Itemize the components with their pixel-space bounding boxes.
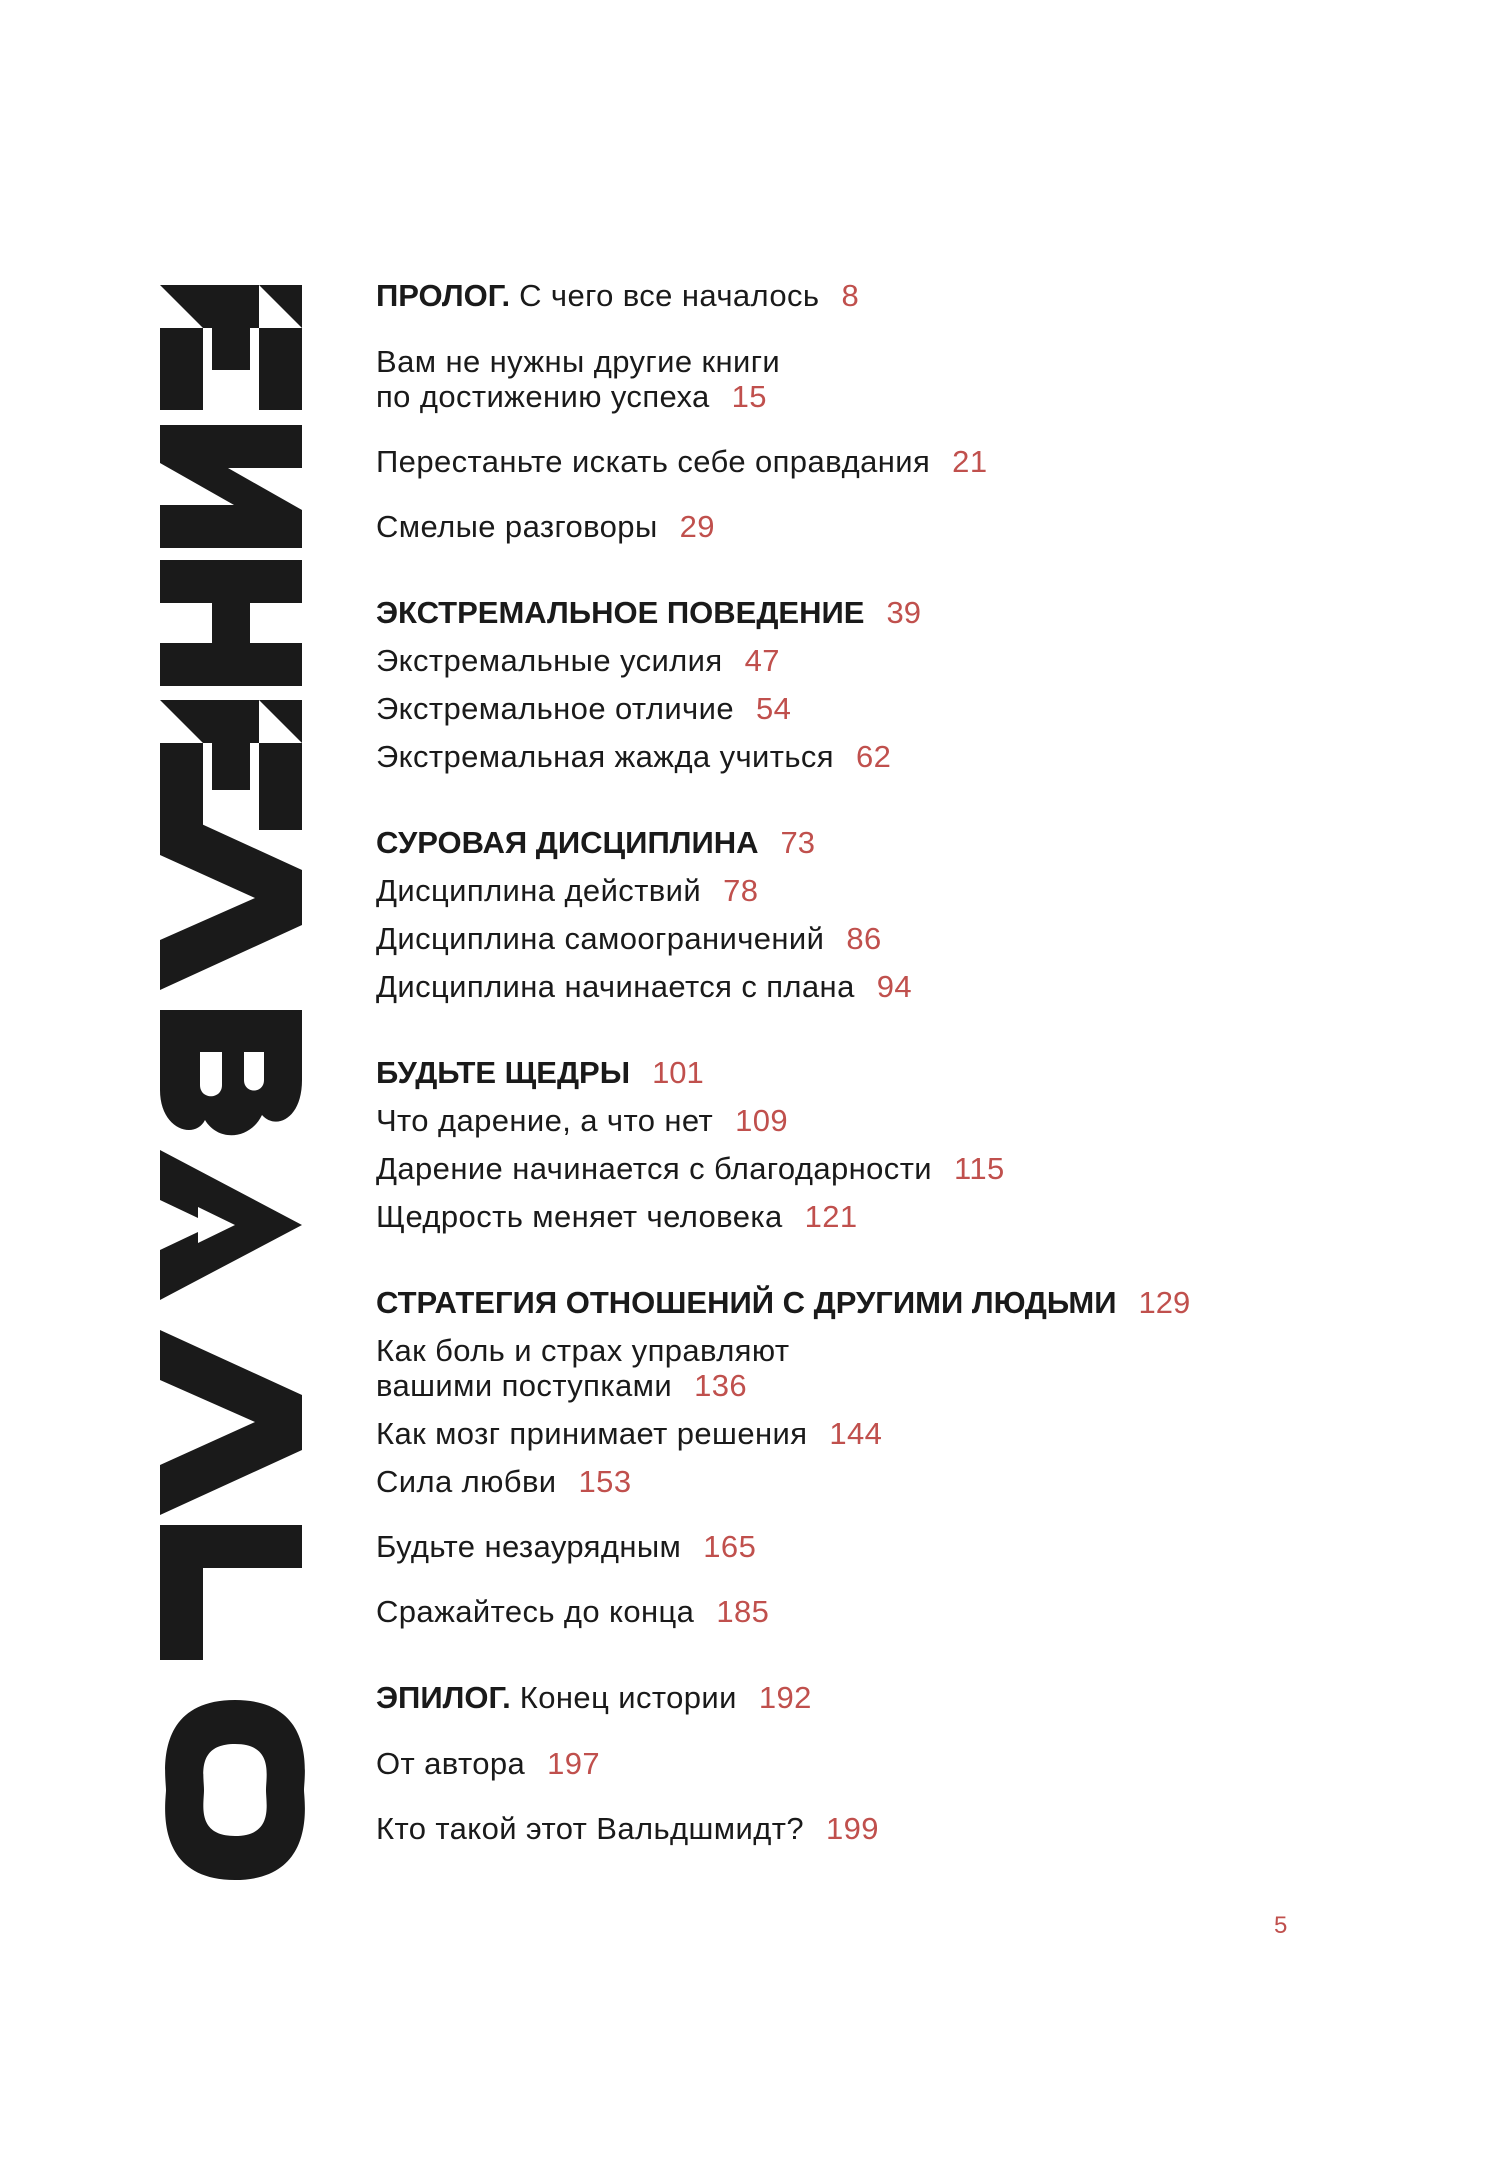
toc-entry-title: Щедрость меняет человека <box>376 1199 783 1234</box>
toc-entry-title: Экстремальная жажда учиться <box>376 739 834 774</box>
title-letter-a <box>160 1150 302 1300</box>
toc-entry[interactable] <box>376 1594 769 1629</box>
toc-entry-title: Как мозг принимает решения <box>376 1416 808 1451</box>
toc-entry-title: Сражайтесь до конца <box>376 1594 695 1629</box>
toc-page-number: 86 <box>846 921 882 956</box>
toc-page-number: 101 <box>652 1055 704 1090</box>
toc-entry[interactable] <box>376 1811 879 1846</box>
toc-page-number: 21 <box>952 444 988 479</box>
toc-entry[interactable] <box>376 1529 756 1564</box>
toc-page-number: 197 <box>547 1746 601 1781</box>
toc-entry[interactable] <box>376 921 882 956</box>
toc-entry-title: С чего все началось <box>510 278 820 313</box>
toc-entry[interactable] <box>376 643 780 678</box>
toc-section-title: СУРОВАЯ ДИСЦИПЛИНА <box>376 825 759 860</box>
toc-page-number: 192 <box>758 1680 812 1715</box>
toc-section-heading[interactable] <box>376 1285 1190 1320</box>
toc-entry-title: Дисциплина действий <box>376 873 702 908</box>
title-letter-l <box>160 1330 302 1515</box>
toc-entry[interactable] <box>376 1746 600 1781</box>
toc-entry[interactable] <box>376 444 987 479</box>
toc-entry-title: Дисциплина самоограничений <box>376 921 825 956</box>
toc-page-number: 144 <box>829 1416 883 1451</box>
title-letter-e2 <box>160 285 302 410</box>
toc-section-heading[interactable] <box>376 825 815 860</box>
toc-page-number: 121 <box>804 1199 858 1234</box>
toc-entry[interactable] <box>376 509 715 544</box>
toc-entry-bold-label: ПРОЛОГ. <box>376 278 511 313</box>
title-letter-i <box>160 425 302 548</box>
toc-entry-title: Сила любви <box>376 1464 557 1499</box>
toc-entry[interactable] <box>376 1151 1005 1186</box>
title-letter-n <box>160 560 302 686</box>
page-title-text: ОГЛАВЛЕНИЕ <box>150 2000 164 2002</box>
toc-page-number: 185 <box>716 1594 770 1629</box>
toc-entry[interactable] <box>376 969 912 1004</box>
toc-page-number: 47 <box>744 643 780 678</box>
toc-entry-title: Смелые разговоры <box>376 509 658 544</box>
toc-page-number: 115 <box>954 1151 1005 1186</box>
toc-entry[interactable] <box>376 1464 631 1499</box>
toc-entry-line[interactable] <box>376 344 780 379</box>
toc-page-number: 136 <box>694 1368 748 1403</box>
toc-entry-title: Будьте незаурядным <box>376 1529 682 1564</box>
toc-page-number: 54 <box>755 691 792 726</box>
toc-entry-title: Перестаньте искать себе оправдания <box>376 444 931 479</box>
toc-entry-title: Дарение начинается с благодарности <box>376 1151 933 1186</box>
toc-entry-title: Дисциплина начинается с плана <box>376 969 855 1004</box>
toc-entry-title: Вам не нужны другие книги <box>376 344 781 379</box>
title-letter-v <box>160 1010 302 1135</box>
toc-entry-title: Конец истории <box>510 1680 737 1715</box>
title-letter-e <box>160 700 302 830</box>
toc-section-title: ЭКСТРЕМАЛЬНОЕ ПОВЕДЕНИЕ <box>376 595 865 630</box>
toc-entry-line[interactable] <box>376 1333 789 1368</box>
toc-page-number: 62 <box>855 739 892 774</box>
toc-entry[interactable] <box>376 873 758 908</box>
toc-entry-title: Кто такой этот Вальдшмидт? <box>376 1811 804 1846</box>
toc-entry[interactable] <box>376 1103 788 1138</box>
toc-entry-title: Экстремальное отличие <box>376 691 734 726</box>
title-letter-l2 <box>160 805 302 990</box>
toc-entry-prologue[interactable] <box>376 278 859 313</box>
page-number: 5 <box>1274 1912 1288 1939</box>
toc-page-number: 39 <box>886 595 921 630</box>
toc-page-number: 165 <box>703 1529 757 1564</box>
toc-entry-title: по достижению успеха <box>376 379 710 414</box>
toc-section-heading[interactable] <box>376 595 921 630</box>
toc-page-number: 15 <box>731 379 767 414</box>
toc-page-number: 78 <box>723 873 759 908</box>
toc-page-number: 199 <box>825 1811 879 1846</box>
toc-entry-line[interactable] <box>376 1368 747 1403</box>
toc-page-number: 73 <box>780 825 816 860</box>
toc-page-number: 153 <box>578 1464 632 1499</box>
toc-entry-title: От автора <box>376 1746 526 1781</box>
toc-entry-title: Экстремальные усилия <box>376 643 723 678</box>
title-letter-o <box>165 1700 305 1880</box>
toc-section-title: БУДЬТЕ ЩЕДРЫ <box>376 1055 631 1090</box>
toc-entry[interactable] <box>376 1199 858 1234</box>
toc-entry-title: Что дарение, а что нет <box>376 1103 714 1138</box>
toc-page-number: 8 <box>841 278 860 313</box>
toc-entry[interactable] <box>376 1416 882 1451</box>
toc-section-title: СТРАТЕГИЯ ОТНОШЕНИЙ С ДРУГИМИ ЛЮДЬМИ <box>376 1285 1117 1320</box>
toc-page-number: 94 <box>876 969 913 1004</box>
title-letter-g <box>160 1525 302 1660</box>
toc-entry-line[interactable] <box>376 379 767 414</box>
toc-entry[interactable] <box>376 739 891 774</box>
toc-entry-epilogue[interactable] <box>376 1680 812 1715</box>
toc-entry-title: Как боль и страх управляют <box>376 1333 790 1368</box>
toc-page-number: 109 <box>735 1103 789 1138</box>
toc-section-heading[interactable] <box>376 1055 704 1090</box>
toc-entry-bold-label: ЭПИЛОГ. <box>376 1680 511 1715</box>
toc-entry[interactable] <box>376 691 791 726</box>
toc-page-number: 129 <box>1138 1285 1191 1320</box>
toc-page-number: 29 <box>679 509 715 544</box>
toc-entry-title: вашими поступками <box>376 1368 673 1403</box>
